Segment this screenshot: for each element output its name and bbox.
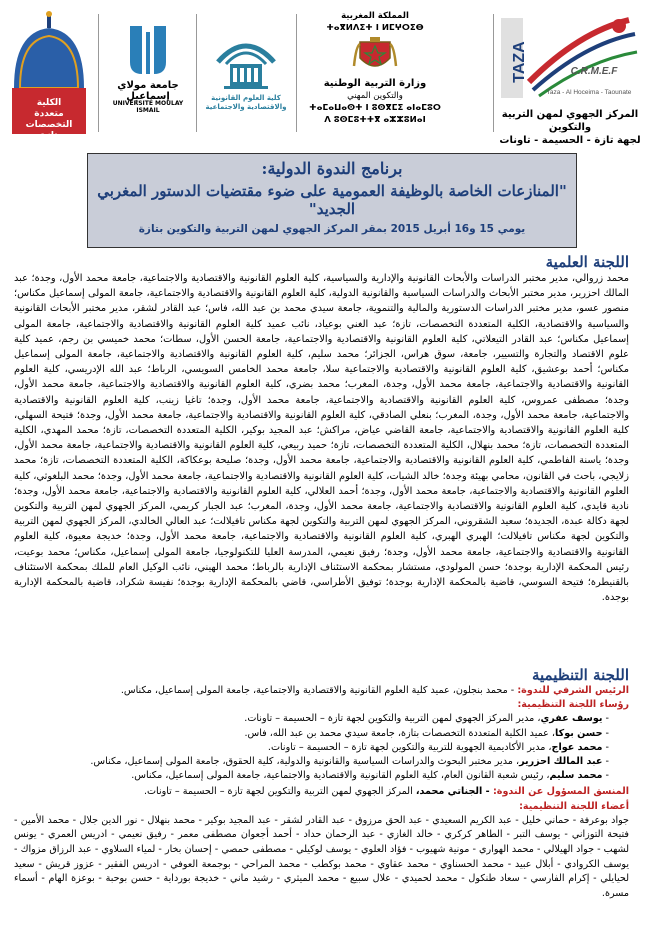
committee-head-name: يوسف عفري [540,713,603,725]
ministry-kingdom-tifinagh: ⵜⴰⴳⵍⴷⵉⵜ ⵏ ⵍⵎⵖⵔⵉⴱ [326,23,424,33]
crmef-logo-subtitle: Taza - Al Hoceima - Taounate [546,89,632,96]
university-emblem-icon [102,12,194,132]
honorary-president [14,684,629,698]
honorary-president-label: الرئيس الشرفي للندوة: [517,685,629,696]
committee-heads-label: رؤساء اللجنة التنظيمية: [517,699,629,711]
crmef-logo-acronym: C.R.M.E.F [570,66,618,77]
faculty-logo-caption: كلية العلوم القانونية والاقتصادية والاجتماعية [205,94,287,111]
university-logo-latin: UNIVERSITÉ MOULAY ISMAIL [112,100,184,114]
header-divider [196,14,197,132]
committee-head: - عبد المالك احزرير، مدير مختبر البحوث والدراسات السياسية والقانونية والدولية، كلية الحقوق، جامعة المولى إسماعيل، مكناس. [90,756,609,768]
committee-head: - حسن بوكا، عميد الكلية المتعددة التخصصات بتازة، جامعة سيدي محمد بن عبد الله، فاس. [244,727,609,739]
organizing-committee-title: اللجنة التنظيمية [531,666,629,684]
committee-head-name: حسن بوكا [555,727,603,739]
committee-head: - يوسف عفري، مدير المركز الجهوي لمهن التربية والتكوين لجهة تازة – الحسيمة – تاونات. [244,713,609,725]
crmef-logo-icon [499,12,641,104]
college-logo [4,10,94,141]
committee-head-name: محمد عواج [551,741,603,753]
crmef-name-line2: لجهة تازة - الحسيمة - تاونات [499,135,641,146]
header [0,0,645,150]
ministry-kingdom: المملكة المغربية [341,11,409,21]
committee-head-role: ، مدير المركز الجهوي لمهن التربية والتكوين لجهة تازة – الحسيمة – تاونات. [244,713,541,725]
coordinator-text: المركز الجهوي لمهن التربية والتكوين لجهة تازة – الحسيمة – تاونات. [143,786,416,798]
ministry-block [300,10,450,126]
ministry-name-tifinagh-2: ⴷ ⵓⵙⵎⵓⵜⵜⴳ ⴰⵣⵣⵓⵍⴰⵏ [324,115,426,125]
scientific-committee-title: اللجنة العلمية [545,253,629,271]
committee-head-name: محمد سليم [549,770,603,782]
faculty-logo [200,12,292,132]
coordinator-name: - الجناتي محمد، [415,786,493,798]
conference-topic: "المنازعات الخاصة بالوظيفة العمومية على ضوء مقتضيات الدستور المغربي الجديد" [97,182,567,218]
faculty-building-icon [200,12,292,132]
university-logo [102,12,194,132]
committee-head-role: ، رئيس شعبة القانون العام، كلية العلوم القانونية والاقتصادية والاجتماعية، جامعة المولى إسماعيل، مكناس. [131,770,550,782]
college-logo-line3: تازة [40,131,58,141]
ministry-name-tifinagh: ⵜⴰⵎⴰⵡⴰⵙⵜ ⵏ ⵓⵙⴳⵎⵉ ⴰⵏⴰⵎⵓⵔ [309,103,441,113]
moroccan-coat-of-arms-icon [352,36,398,76]
conference-date-venue: يومي 15 و16 أبريل 2015 بمقر المركز الجهوي لمهن التربية والتكوين بتازة [138,223,526,235]
committee-members-label: أعضاء اللجنة التنظيمية: [519,800,629,812]
committee-head-role: ، مدير مختبر البحوث والدراسات السياسية والقانونية والدولية، كلية الحقوق، جامعة المولى إسماعيل، مكناس. [90,756,520,768]
committee-head-name: عبد المالك احزرير [519,756,603,768]
coordinator-label: المنسق المسؤول عن الندوة: [492,786,629,798]
ministry-name: وزارة التربية الوطنية [323,78,427,89]
header-divider [493,14,494,132]
committee-head-role: ، مدير الأكاديمية الجهوية للتربية والتكوين لجهة تازة – الحسيمة – تاونات. [267,741,552,753]
committee-head: - محمد عواج، مدير الأكاديمية الجهوية للتربية والتكوين لجهة تازة – الحسيمة – تاونات. [267,741,609,753]
university-logo-caption: جامعة مولاي إسماعيل [117,80,179,102]
crmef-name-line1: المركز الجهوي لمهن التربية والتكوين [501,109,639,133]
college-logo-line2: متعددة التخصصات [25,109,73,130]
crmef-taza-logo [499,12,641,104]
committee-members-list: جواد بوعرفة - حماني خليل - عبد الكريم السعيدي - عبد الحق مرزوق - عبد القادر لشقر - عبد المجيد بوكير - محمد بنهلال - نور الدين جلال - محمد الأمين - فتيحة التوزاني - يوسف التبر - الطاهر كركري - خالد الغازي - عبد الرحمان حداد - أحمد أجعوان مصطفى معمر - رفيق نعيمي - ادريس العمري - يونس لشهب - جواد الهيلالي - محمد الهواري - مونية شهيوب - فؤاد العلوي - يوسف لوكيلي - مصطفى حمصي - إحسان بخار - لمياء السلاوي - عبد الرزاق مزواك - يوسف الكروادي - أبلال عبيد - محمد الحسناوي - محمد عقاوي - محمد بوكطب - محمد المراحي - بوجمعة العوفي - ادريس الفقير - عزوز قريش - سعيد لحيايلي - إكرام الفارسي - سعاد طنكول - محمد لحميدي - علال سبيع - محمد الميثري - رشيد ماني - خديجة بورداية - حسن بوحبة - بوعزة الهام - أسماء مسرة. [14,814,629,899]
crmef-name [499,108,641,147]
ministry-name-2: والتكوين المهني [347,91,403,101]
header-divider [296,14,297,132]
program-title: برنامج الندوة الدولية: [261,159,403,178]
program-title-box [87,153,577,248]
header-divider [98,14,99,132]
scientific-committee [14,253,629,605]
committee-head-role: ، عميد الكلية المتعددة التخصصات بتازة، جامعة سيدي محمد بن عبد الله، فاس. [244,727,556,739]
organizing-committee [14,666,629,901]
crmef-logo-word: TAZA [511,41,528,83]
conference-coordinator [14,785,629,799]
college-logo-text [12,98,86,142]
honorary-president-text: - محمد بنجلون، عميد كلية العلوم القانونية والاقتصادية والاجتماعية، جامعة المولى إسماعيل، مكناس. [120,685,518,696]
committee-head: - محمد سليم، رئيس شعبة القانون العام، كلية العلوم القانونية والاقتصادية والاجتماعية، جامعة المولى إسماعيل، مكناس. [131,770,609,782]
scientific-committee-members: محمد زروالي، مدير مختبر الدراسات والأبحاث القانونية والإدارية والسياسية، كلية العلوم القانونية والاقتصادية والاجتماعية، جامعة محمد الأول، وجدة؛ عبد المالك احزرير، مدير مختبر الأبحاث والدراسات السياسية والقانونية الدولية، كلية العلوم القانونية والاقتصادية والاجتماعية، جامعة المولى إسماعيل مكناس؛ منصور عسو، مدير مختبر الدراسات الدستورية والمالية والتنموية، جامعة سيدي محمد بن عبد الله، فاس؛ عبد القادر لشقر، مدير مختبر الأبحاث القانونية والسياسية والاقتصادية، الكلية المتعددة التخصصات، تازة؛ عبد الغني بوعياد، نائب عميد كلية العلوم القانونية والاقتصادية والاجتماعية، جامعة المولى إسماعيل مكناس؛ عبد القادر التيعلاتي، كلية العلوم القانونية والاقتصادية والاجتماعية، جامعة الحسن الأول، سطات؛ محمد خميسي بن رجم، عميد كلية علوم الاقتصاد والتجارة والتسيير، جامعة، سوق هراس، الجزائر؛ محمد سليم، كلية العلوم القانونية والاقتصادية والاجتماعية، جامعة المولى إسماعيل مكناس؛ أحمد بوعشيق، كلية العلوم القانونية والاقتصادية والاجتماعية سلا، جامعة محمد الخامس السويسي، الرباط؛ عبد الله الإدريسي، كلية العلوم القانونية والاقتصادية والاجتماعية، جامعة محمد الأول، وجدة، المغرب؛ محمد بضري، كلية العلوم القانونية والاقتصادية والاجتماعية، جامعة محمد الأول، وجدة؛ مصطفى عمروس، كلية العلوم القانونية والاقتصادية والاجتماعية، جامعة محمد الأول، وجدة؛ تاغيا زينب، كلية العلوم القانونية والاقتصادية والاجتماعية، جامعة محمد الأول، وجدة، المغرب؛ بنعلي الصادقي، كلية العلوم القانونية والاقتصادية والاجتماعية، جامعة محمد الأول، وجدة؛ فتيحة السهلي، كلية العلوم القانونية والاقتصادية والاجتماعية، جامعة القاضي عياض، مراكش؛ عبد المجيد بوكير، الكلية المتعددة التخصصات، تازة؛ محمد المهدي، الكلية المتعددة التخصصات، تازة؛ محمد بنهلال، الكلية المتعددة التخصصات، تازة؛ حميد ربيعي، كلية العلوم القانونية والاقتصادية والاجتماعية، جامعة محمد الأول، وجدة؛ ياسنة الفاطمي، كلية العلوم القانونية والاقتصادية والاجتماعية، جامعة محمد الأول، وجدة؛ صليحة بوعكاكة، الكلية المتعددة التخصصات، تازة؛ محمد زلايجي، باحث في القانون، محامي بهيئة وجدة؛ خالد الشيات، كلية العلوم القانونية والاقتصادية والاجتماعية، جامعة محمد الأول، وجدة؛ محمد البلغوثي، كلية العلوم القانونية والاقتصادية والاجتماعية، جامعة محمد الأول، وجدة؛ أحمد العلالي، كلية العلوم القانونية والاقتصادية والاجتماعية، جامعة محمد الأول، وجدة؛ نادية قايدي، كلية العلوم القانونية والاقتصادية والاجتماعية، جامعة محمد الأول، وجدة، المغرب؛ عبد الجبار كريمي، المركز الجهوي لمهن التربية والتكوين لجهة دكالة عبدة، الجديدة؛ سعيد الشقروني، المركز الجهوي لمهن التربية والتكوين لجهة مكناس تافيلالت؛ عبد العالي الخالدي، المركز الجهوي لمهن التربية والتكوين لجهة مكناس تافيلالت؛ الهبري الهبري، كلية العلوم القانونية والاقتصادية والاجتماعية، جامعة محمد الأول، وجدة؛ خديجة معيوة، كلية العلوم القانونية والاقتصادية والاجتماعية، جامعة محمد الأول، وجدة؛ رفيق نعيمي، المدرسة العليا للتكنولوجيا، جامعة المولى إسماعيل، مكناس؛ محمد بوعيت، رئيس المحكمة الإدارية بوجدة؛ حسن المولودي، مستشار بمحكمة الاستئناف الإدارية بالرباط؛ محمد الهيني، نائب الوكيل العام للملك بمحكمة الاستئناف بالقنيطرة؛ فتيحة السوسي، قاضية بالمحكمة الإدارية بوجدة؛ توفيق الأطراسي، قاضي بالمحكمة الإدارية بوجدة؛ نفيسة شكراد، قاضية بالمحكمة الإدارية بوجدة. [14,273,629,604]
college-logo-line1: الكلية [36,98,62,108]
